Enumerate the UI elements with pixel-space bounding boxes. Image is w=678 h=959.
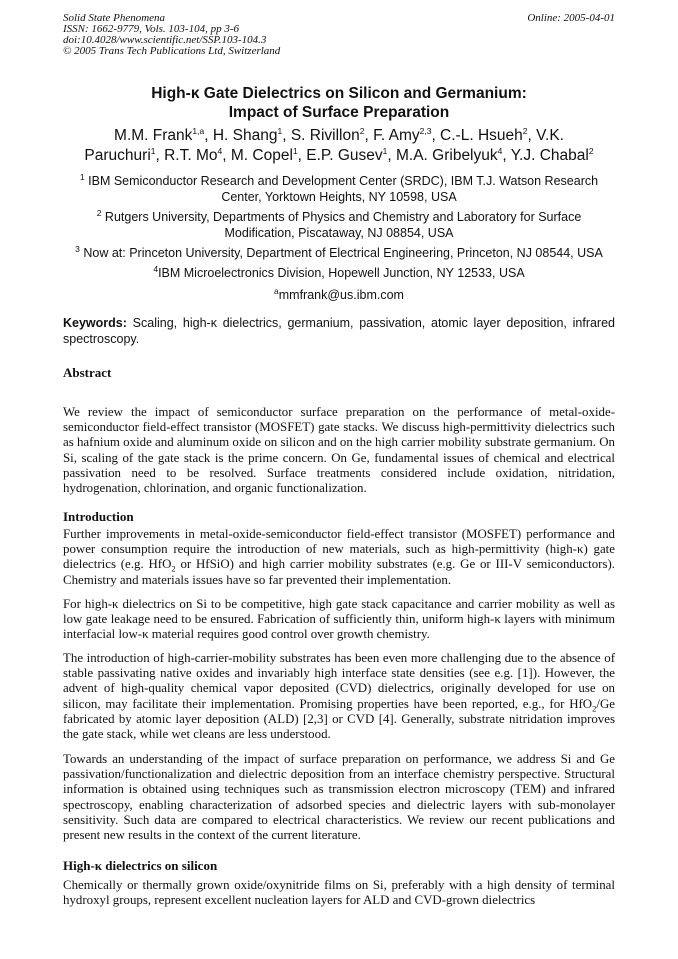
title-line-1: High-κ Gate Dielectrics on Silicon and Germanium: xyxy=(151,85,527,102)
online-date: Online: 2005-04-01 xyxy=(527,12,615,24)
journal-name: Solid State Phenomena xyxy=(63,12,166,24)
silicon-paragraph-1: Chemically or thermally grown oxide/oxynitride films on Si, preferably with a high density of terminal hydroxyl groups, represent excellent nucleation layers for ALD and CVD-grown dielectrics xyxy=(63,878,615,908)
intro-paragraph-1: Further improvements in metal-oxide-semiconductor field-effect transistor (MOSFET) performance and power consumption require the introduction of new materials, such as high-permittivity (high-κ) gate dielectrics (e.g. HfO$_2$ or HfSiO) and high carrier mobility substrates (e.g. Ge or III-V semiconductors). Chemistry and materials issues have so far prevented their implementation. xyxy=(63,527,615,587)
doi-line: doi:10.4028/www.scientific.net/SSP.103-104.3 xyxy=(63,34,267,46)
affiliation-4: $^4$IBM Microelectronics Division, Hopewell Junction, NY 12533, USA xyxy=(153,263,525,280)
keywords-label: Keywords: xyxy=(63,316,127,330)
author-email: $^a$mmfrank@us.ibm.com xyxy=(274,285,404,302)
paper-title xyxy=(63,84,615,122)
silicon-section-heading: High-κ dielectrics on silicon xyxy=(63,858,218,873)
affiliation-3: $^3$ Now at: Princeton University, Department of Electrical Engineering, Princeton, NJ 08544, USA xyxy=(75,243,603,260)
title-line-2: Impact of Surface Preparation xyxy=(228,104,450,121)
affiliation-2: $^2$ Rutgers University, Departments of Physics and Chemistry and Laboratory for Surface Modification, Piscataway, NJ 08854, USA xyxy=(96,207,582,240)
abstract-heading: Abstract xyxy=(63,365,112,380)
running-header xyxy=(63,13,615,57)
affiliation-1: $^1$ IBM Semiconductor Research and Development Center (SRDC), IBM T.J. Watson Research Center, Yorktown Heights, NY 10598, USA xyxy=(79,171,599,204)
intro-paragraph-2: For high-κ dielectrics on Si to be competitive, high gate stack capacitance and carrier mobility as well as low gate leakage need to be ensured. Fabrication of sufficiently thin, uniform high-κ layers with minimum interfacial low-κ material requires good control over growth chemistry. xyxy=(63,597,615,642)
keywords xyxy=(63,316,615,347)
keywords-text: Scaling, high-κ dielectrics, germanium, passivation, atomic layer deposition, infrared spectroscopy. xyxy=(63,316,615,346)
introduction-heading: Introduction xyxy=(63,509,134,524)
author-list: M.M. Frank$^{1,a}$, H. Shang$^1$, S. Rivillon$^2$, F. Amy$^{2,3}$, C.-L. Hsueh$^2$, V.K. Paruchuri$^1$, R.T. Mo$^4$, M. Copel$^1$, E.P. Gusev$^1$, M.A. Gribelyuk$^4$, Y.J. Chabal$^2$ xyxy=(84,125,594,164)
copyright-line: © 2005 Trans Tech Publications Ltd, Switzerland xyxy=(63,45,281,57)
intro-paragraph-4: Towards an understanding of the impact of surface preparation on performance, we address Si and Ge passivation/functionalization and dielectric deposition from an interface chemistry perspective. Structural information is obtained using techniques such as transmission electron microscopy (TEM) and infrared spectroscopy, enabling characterization of adsorbed species and dielectric layers with sub-monolayer sensitivity. Such data are compared to electrical characteristics. We review our recent publications and present new results in the context of the current literature. xyxy=(63,752,615,843)
issn-line: ISSN: 1662-9779, Vols. 103-104, pp 3-6 xyxy=(63,23,239,35)
intro-paragraph-3: The introduction of high-carrier-mobility substrates has been even more challenging due to the absence of stable passivating native oxides and invariably high interface state densities (see e.g. [1]). However, the advent of high-quality chemical vapor deposited (CVD) dielectrics, originally developed for use on silicon, may facilitate their implementation. Promising properties have been reported, e.g., for HfO$_2$/Ge fabricated by atomic layer deposition (ALD) [2,3] or CVD [4]. Generally, substrate nitridation improves the gate stack, while wet cleans are less understood. xyxy=(63,651,615,742)
abstract-text: We review the impact of semiconductor surface preparation on the performance of metal-oxide-semiconductor field-effect transistor (MOSFET) gate stacks. We discuss high-permittivity dielectrics such as hafnium oxide and aluminum oxide on silicon and on the high carrier mobility substrate germanium. On Si, scaling of the gate stack is the prime concern. On Ge, fundamental issues of chemical and electrical passivation need to be resolved. Surface treatments considered include oxidation, nitridation, hydrogenation, chlorination, and organic functionalization. xyxy=(63,405,615,496)
